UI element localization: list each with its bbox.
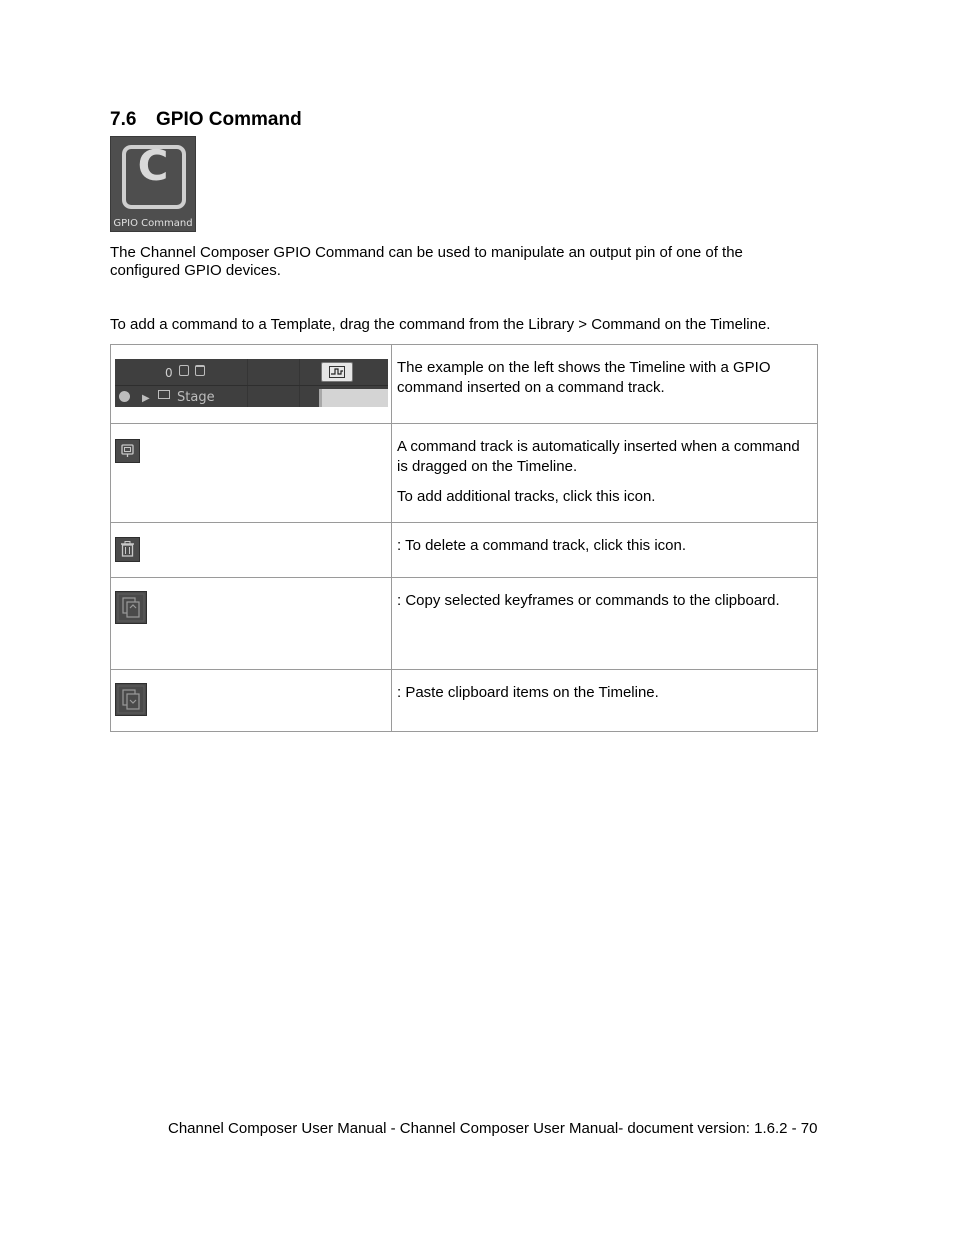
section-title: GPIO Command	[156, 109, 302, 130]
divider	[299, 386, 300, 407]
gpio-command-icon	[110, 136, 196, 232]
timeline-header-row	[115, 359, 388, 386]
add-track-icon	[115, 439, 140, 463]
icon-cell	[111, 424, 392, 523]
track-count: 0	[165, 366, 173, 380]
description-text: To add additional tracks, click this icon.	[397, 488, 656, 505]
table-row	[111, 523, 818, 578]
instruction-paragraph: To add a command to a Template, drag the command from the Library > Command on the Timeline.	[110, 316, 771, 333]
section-heading	[110, 109, 302, 131]
description-text: A command track is automatically inserted when a command is dragged on the Timeline.	[397, 438, 800, 475]
paste-icon	[115, 683, 147, 716]
description-text: : Paste clipboard items on the Timeline.	[397, 684, 659, 701]
description-text: The example on the left shows the Timeline with a GPIO command inserted on a command track.	[397, 359, 771, 396]
description-text: : Copy selected keyframes or commands to the clipboard.	[397, 592, 780, 609]
divider	[299, 359, 300, 385]
icon-cell	[111, 578, 392, 670]
paste-glyph	[116, 684, 146, 715]
description-text: : To delete a command track, click this icon.	[397, 537, 687, 554]
icon-cell	[111, 345, 392, 424]
add-track-glyph	[116, 440, 139, 462]
delete-track-icon	[115, 537, 140, 562]
description-cell	[392, 345, 818, 424]
divider	[247, 359, 248, 385]
table-row	[111, 670, 818, 732]
intro-paragraph: The Channel Composer GPIO Command can be used to manipulate an output pin of one of the configured GPIO devices.	[110, 244, 743, 279]
gpio-command-keyframe-button	[321, 362, 353, 382]
page-footer: Channel Composer User Manual - Channel Composer User Manual- document version: 1.6.2 - 70	[168, 1120, 818, 1137]
copy-glyph	[116, 592, 146, 623]
table-row	[111, 424, 818, 523]
divider	[247, 386, 248, 407]
copy-icon	[115, 591, 147, 624]
section-number: 7.6	[110, 109, 137, 130]
add-track-icon	[179, 365, 189, 376]
timeline-track-row	[115, 386, 388, 407]
icon-letter: C	[137, 141, 169, 190]
pulse-icon	[329, 366, 345, 378]
timeline-screenshot	[115, 359, 388, 407]
record-dot-icon	[119, 391, 130, 402]
trash-icon	[195, 365, 205, 376]
description-cell	[392, 523, 818, 578]
icon-table	[110, 344, 818, 732]
table-row	[111, 345, 818, 424]
monitor-icon	[158, 390, 170, 399]
description-cell	[392, 670, 818, 732]
description-cell	[392, 578, 818, 670]
command-track-bar	[319, 389, 388, 407]
icon-caption: GPIO Command	[113, 218, 193, 229]
icon-cell	[111, 523, 392, 578]
trash-glyph	[116, 538, 139, 561]
expand-arrow-icon: ▶	[142, 393, 150, 404]
table-row	[111, 578, 818, 670]
track-label: Stage	[177, 390, 215, 405]
description-cell	[392, 424, 818, 523]
icon-cell	[111, 670, 392, 732]
